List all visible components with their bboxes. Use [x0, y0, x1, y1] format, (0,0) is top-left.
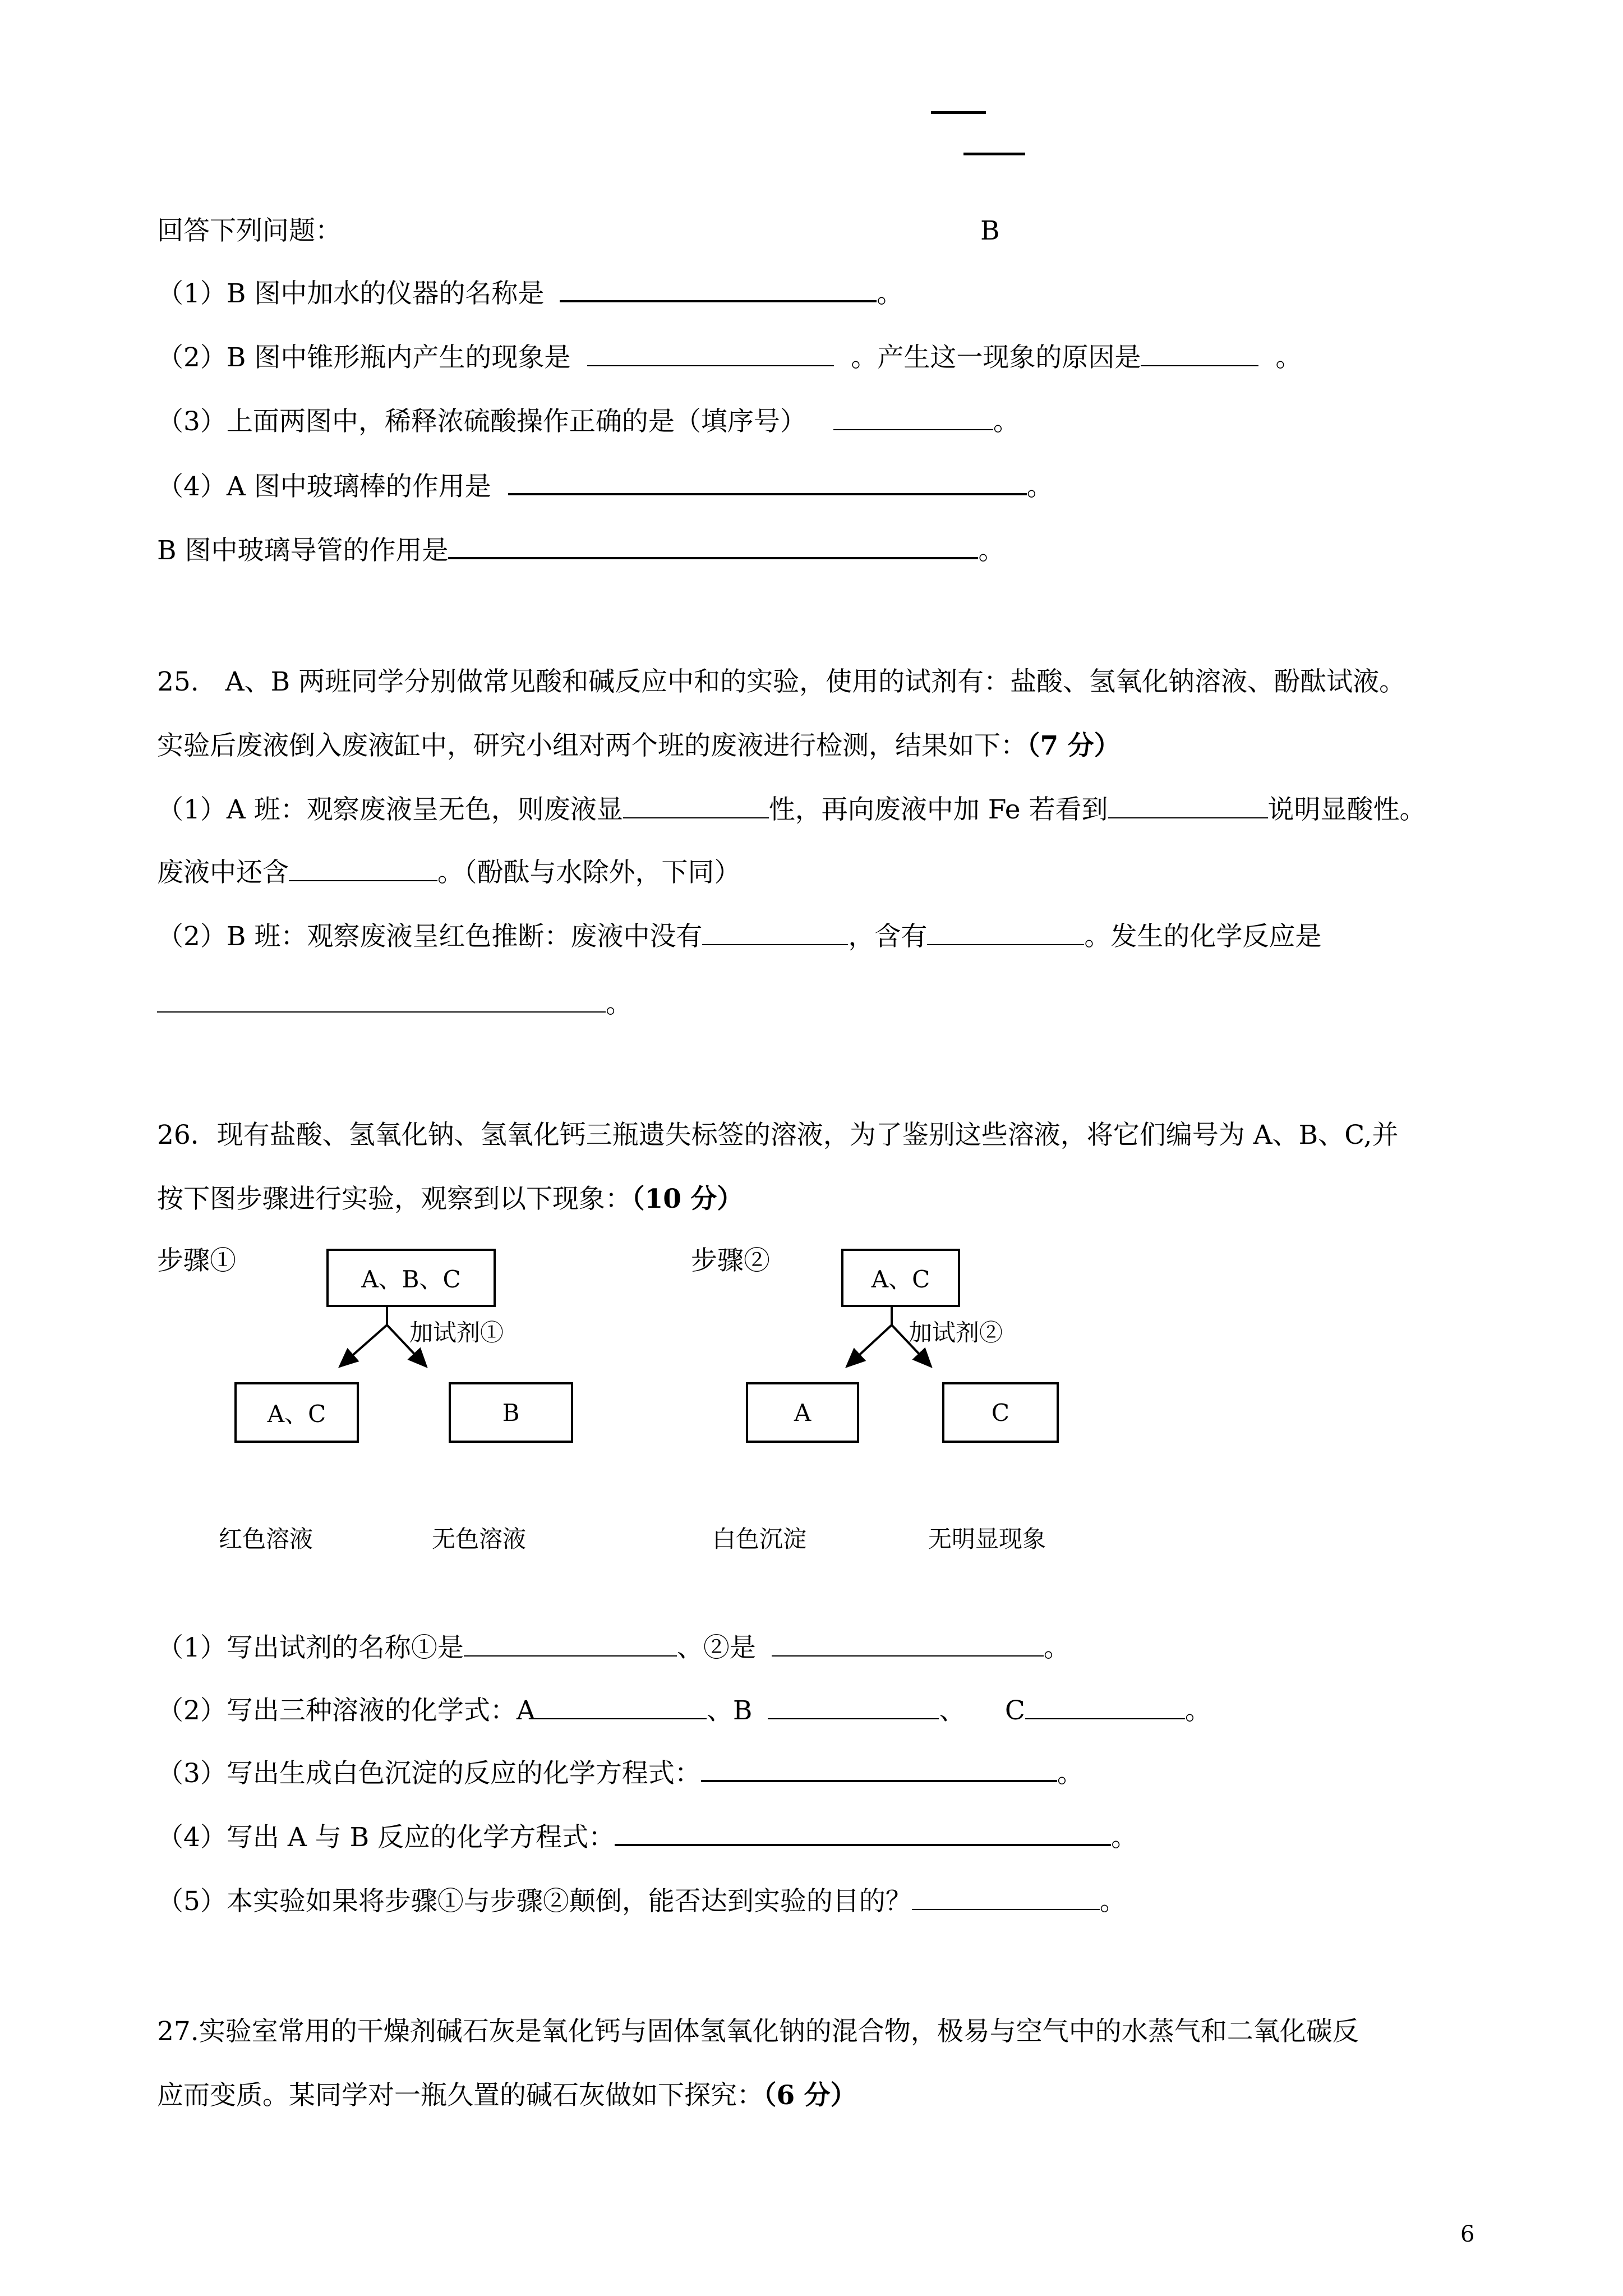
- answer-blank[interactable]: [772, 1633, 1044, 1657]
- step1-top-box: A、B、C: [326, 1249, 496, 1307]
- q27-line2: 应而变质。某同学对一瓶久置的碱石灰做如下探究：（6 分）: [157, 2080, 857, 2111]
- q25-line5: （2）B 班：观察废液呈红色推断：废液中没有 ，含有 。发生的化学反应是: [157, 921, 1322, 952]
- q24-intro: 回答下列问题：: [157, 215, 342, 246]
- step1-left-box: A、C: [234, 1382, 359, 1443]
- step1-obs-right: 无色溶液: [432, 1525, 527, 1553]
- answer-blank[interactable]: [912, 1887, 1100, 1910]
- step2-obs-left: 白色沉淀: [712, 1525, 807, 1553]
- answer-blank[interactable]: [701, 1757, 1057, 1782]
- step2-reagent-label: 加试剂②: [909, 1319, 1003, 1346]
- q25-line4: 废液中还含 。（酚酞与水除外，下同）: [157, 857, 741, 888]
- q26-part2: （2）写出三种溶液的化学式：A 、B 、 C 。: [157, 1695, 1211, 1726]
- step1-reagent-label: 加试剂①: [409, 1319, 504, 1346]
- q25-line6: 。: [157, 987, 632, 1021]
- step1-label: 步骤①: [157, 1245, 236, 1276]
- q24-part4: （4）A 图中玻璃棒的作用是 。: [157, 471, 1053, 502]
- q27-line1: 27.实验室常用的干燥剂碱石灰是氧化钙与固体氢氧化钠的混合物，极易与空气中的水蒸气和二氧化碳反: [157, 2016, 1359, 2047]
- page-number: 6: [1460, 2221, 1475, 2247]
- q24-part2: （2）B 图中锥形瓶内产生的现象是 。产生这一现象的原因是 。: [157, 342, 1302, 373]
- answer-blank[interactable]: [1025, 1696, 1185, 1719]
- q26-part4: （4）写出 A 与 B 反应的化学方程式： 。: [157, 1822, 1138, 1853]
- q26-part5: （5）本实验如果将步骤①与步骤②颠倒，能否达到实验的目的？ 。: [157, 1886, 1126, 1917]
- q24-part5: B 图中玻璃导管的作用是 。: [157, 535, 1005, 566]
- q25-line1: 25. A、B 两班同学分别做常见酸和碱反应中和的实验，使用的试剂有：盐酸、氢氧化钠溶液、酚酞试液。: [157, 666, 1406, 697]
- q25-line2: 实验后废液倒入废液缸中，研究小组对两个班的废液进行检测，结果如下：（7 分）: [157, 730, 1121, 761]
- step1-obs-left: 红色溶液: [219, 1525, 313, 1553]
- answer-blank[interactable]: [536, 1696, 707, 1719]
- step2-left-box: A: [746, 1382, 859, 1443]
- q24-part1: （1）B 图中加水的仪器的名称是 。: [157, 278, 903, 309]
- answer-blank[interactable]: [615, 1821, 1111, 1846]
- q26-part3: （3）写出生成白色沉淀的反应的化学方程式： 。: [157, 1758, 1083, 1789]
- q25-line3: （1）A 班：观察废液呈无色，则废液显 性，再向废液中加 Fe 若看到 说明显酸性。: [157, 794, 1426, 825]
- q26-line1: 26．现有盐酸、氢氧化钠、氢氧化钙三瓶遗失标签的溶液，为了鉴别这些溶液，将它们编号为 A、B、C,并: [157, 1120, 1399, 1151]
- step1-right-box: B: [449, 1382, 573, 1443]
- answer-blank[interactable]: [464, 1633, 677, 1657]
- figure-b-label: B: [980, 215, 1000, 246]
- q26-part1: （1）写出试剂的名称①是 、②是 。: [157, 1632, 1070, 1663]
- answer-blank[interactable]: [768, 1696, 939, 1719]
- step2-obs-right: 无明显现象: [928, 1525, 1046, 1553]
- step2-right-box: C: [942, 1382, 1059, 1443]
- step2-label: 步骤②: [691, 1245, 770, 1276]
- step2-top-box: A、C: [841, 1249, 960, 1307]
- q26-line2: 按下图步骤进行实验，观察到以下现象：（10 分）: [157, 1184, 744, 1214]
- q24-part3: （3）上面两图中，稀释浓硫酸操作正确的是（填序号） 。: [157, 406, 1020, 437]
